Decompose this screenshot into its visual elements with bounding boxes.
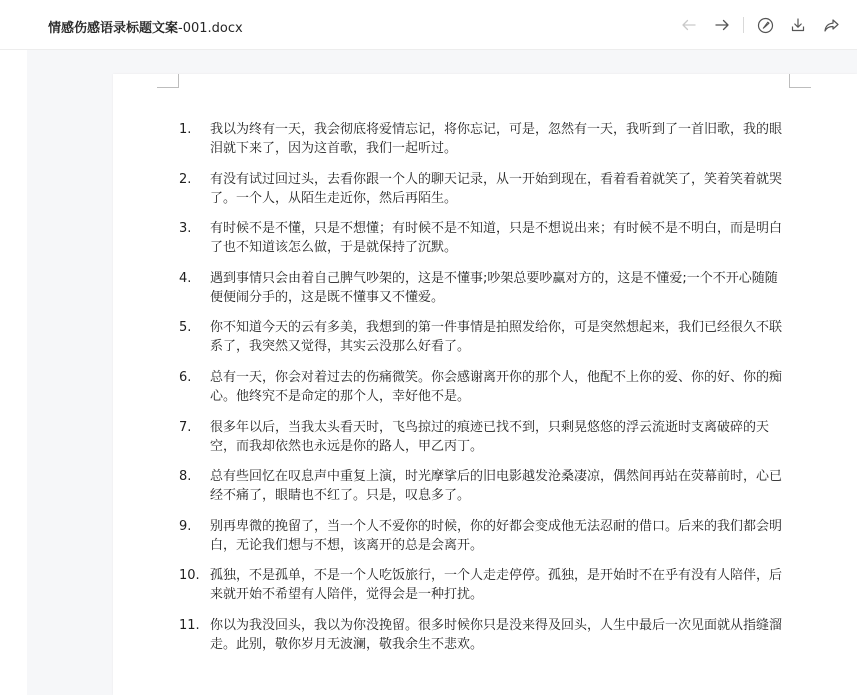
list-item <box>179 418 787 456</box>
list-number: 7. <box>179 419 192 435</box>
document-title-extension: -001.docx <box>178 21 243 36</box>
page-margin-mark-top-right <box>789 74 811 88</box>
list-text: 有时候不是不懂，只是不想懂；有时候不是不知道，只是不想说出来；有时候不是不明白，而是明白了也不知道该怎么做，于是就保持了沉默。 <box>210 221 783 256</box>
list-item <box>179 120 787 158</box>
back-button[interactable] <box>677 13 701 37</box>
document-title-name: 情感伤感语录标题文案 <box>48 21 179 36</box>
list-number: 5. <box>179 320 192 336</box>
share-icon <box>823 17 840 33</box>
toolbar-divider <box>743 17 744 33</box>
forward-button[interactable] <box>710 13 734 37</box>
list-item <box>179 566 787 604</box>
download-button[interactable] <box>786 13 810 37</box>
list-number: 3. <box>179 221 192 237</box>
list-item <box>179 318 787 356</box>
list-text: 你不知道今天的云有多美，我想到的第一件事情是拍照发给你，可是突然想起来，我们已经很久不联系了，我突然又觉得，其实云没那么好看了。 <box>210 320 783 355</box>
annotate-button[interactable] <box>753 13 777 37</box>
list-item <box>179 616 787 654</box>
list-number: 1. <box>179 122 192 137</box>
list-text: 你以为我没回头，我以为你没挽留。很多时候你只是没来得及回头，人生中最后一次见面就从指缝溜走。此别，敬你岁月无波澜，敬我余生不悲欢。 <box>210 617 783 652</box>
list-text: 很多年以后，当我太头看天时，飞鸟掠过的痕迹已找不到，只剩晃悠悠的浮云流逝时支离破碎的天空，而我却依然也永远是你的路人，甲乙丙丁。 <box>210 419 770 454</box>
list-text: 别再卑微的挽留了，当一个人不爱你的时候，你的好都会变成他无法忍耐的借口。后来的我们都会明白，无论我们想与不想，该离开的总是会离开。 <box>210 518 783 553</box>
list-item <box>179 219 787 257</box>
list-item <box>179 269 787 307</box>
document-page <box>113 74 857 695</box>
download-icon <box>790 17 806 33</box>
toolbar <box>668 13 843 37</box>
list-item <box>179 368 787 406</box>
document-title <box>48 17 243 36</box>
page-margin-mark-top-left <box>157 74 179 88</box>
list-number: 8. <box>179 469 192 485</box>
arrow-right-icon <box>714 17 730 33</box>
list-number: 2. <box>179 171 192 187</box>
list-item <box>179 170 787 208</box>
list-item <box>179 467 787 505</box>
list-text: 有没有试过回过头，去看你跟一个人的聊天记录，从一开始到现在，看着看着就笑了，笑着笑着就哭了。一个人，从陌生走近你，然后再陌生。 <box>210 171 783 206</box>
compass-slash-icon <box>757 17 774 34</box>
list-text: 孤独，不是孤单，不是一个人吃饭旅行，一个人走走停停。孤独，是开始时不在乎有没有人陪伴，后来就开始不希望有人陪伴，觉得会是一种打扰。 <box>210 568 783 603</box>
list-item <box>179 517 787 555</box>
list-number: 4. <box>179 270 192 286</box>
list-text: 遇到事情只会由着自己脾气吵架的，这是不懂事;吵架总要吵赢对方的，这是不懂爱;一个不开心随随便便闹分手的，这是既不懂事又不懂爱。 <box>210 270 778 305</box>
list-text: 总有一天，你会对着过去的伤痛微笑。你会感谢离开你的那个人，他配不上你的爱、你的好、你的痴心。他终究不是命定的那个人，幸好他不是。 <box>210 369 783 404</box>
list-number: 9. <box>179 518 192 534</box>
list-number: 6. <box>179 369 192 385</box>
arrow-left-icon <box>681 17 697 33</box>
document-canvas[interactable] <box>0 50 857 695</box>
left-gutter <box>0 50 27 695</box>
share-button[interactable] <box>819 13 843 37</box>
numbered-list <box>179 120 787 666</box>
list-number: 10. <box>179 568 200 584</box>
list-text: 总有些回忆在叹息声中重复上演，时光摩挲后的旧电影越发沧桑凄凉，偶然间再站在荧幕前时，心已经不痛了，眼睛也不红了。只是，叹息多了。 <box>210 469 783 504</box>
list-number: 11. <box>179 617 200 633</box>
list-text: 我以为终有一天，我会彻底将爱情忘记，将你忘记，可是，忽然有一天，我听到了一首旧歌，我的眼泪就下来了，因为这首歌，我们一起听过。 <box>210 122 783 156</box>
top-bar <box>0 0 857 50</box>
